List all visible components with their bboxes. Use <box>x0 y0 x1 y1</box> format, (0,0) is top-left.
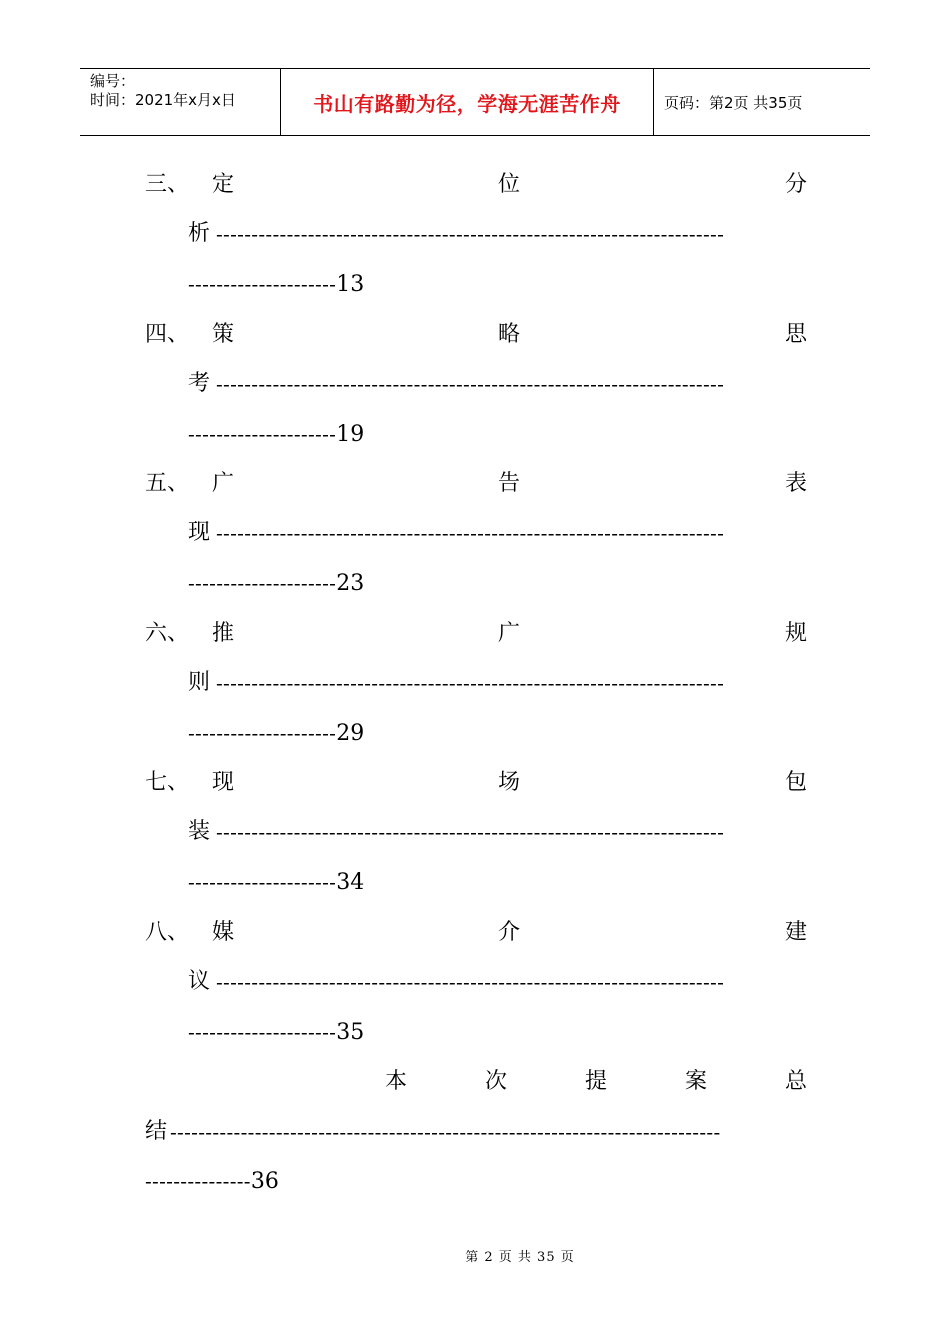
toc-summary-line2 <box>145 1117 167 1147</box>
toc-char: 媒 <box>212 920 235 945</box>
toc-char: 表 <box>784 471 807 496</box>
toc-char: 位 <box>498 172 521 197</box>
toc-page-number: 35 <box>336 1020 365 1045</box>
toc-entry-heading <box>145 768 807 798</box>
toc-dash-tail: --------------------- <box>188 1020 337 1044</box>
toc-dash-tail: --------------------- <box>188 721 337 745</box>
toc-char: 略 <box>498 322 521 347</box>
summary-dash-leader: ------------------------------------------------------------------------------ <box>170 1120 721 1144</box>
serial-label: 编号： <box>90 72 136 90</box>
toc-dash-leader: ------------------------------------------------------------------------ <box>216 222 725 246</box>
toc-number: 八、 <box>145 920 190 945</box>
toc-number: 七、 <box>145 770 190 795</box>
toc-entry-line2 <box>188 369 210 399</box>
toc-number: 六、 <box>145 621 190 646</box>
toc-entry-line2 <box>188 518 210 548</box>
toc-entry-line2 <box>188 219 210 249</box>
summary-dash-tail: --------------- <box>145 1169 251 1193</box>
toc-char: 场 <box>498 770 521 795</box>
header-page-cell <box>654 69 870 135</box>
toc-entry-heading <box>145 320 807 350</box>
toc-dash-tail: --------------------- <box>188 571 337 595</box>
toc-entry-heading <box>145 918 807 948</box>
toc-dash-leader: ------------------------------------------------------------------------ <box>216 970 725 994</box>
toc-last-char: 装 <box>188 819 211 844</box>
toc-entry-line3 <box>188 1017 364 1047</box>
toc-entry-line3 <box>188 419 364 449</box>
toc-entry-line2 <box>188 817 210 847</box>
toc-summary-row <box>145 1067 807 1097</box>
toc-dash-tail: --------------------- <box>188 422 337 446</box>
toc-entry-line2 <box>188 967 210 997</box>
toc-page-number: 23 <box>336 571 365 596</box>
toc-char: 思 <box>784 322 807 347</box>
toc-char: 分 <box>784 172 807 197</box>
toc-entry-line3 <box>188 867 364 897</box>
header-meta-cell <box>80 69 281 135</box>
toc-entry-line2 <box>188 668 210 698</box>
toc-number: 三、 <box>145 172 190 197</box>
toc-page-number: 34 <box>336 870 365 895</box>
toc-entry-heading <box>145 469 807 499</box>
toc-dash-tail: --------------------- <box>188 272 337 296</box>
page-info: 页码：第2页 共35页 <box>664 93 803 112</box>
toc-char: 建 <box>784 920 807 945</box>
toc-dash-leader: ------------------------------------------------------------------------ <box>216 521 725 545</box>
toc-last-char: 则 <box>188 670 211 695</box>
document-header <box>80 68 870 136</box>
toc-page-number: 19 <box>336 422 365 447</box>
summary-char: 提 <box>585 1069 608 1094</box>
toc-char: 广 <box>498 621 521 646</box>
header-motto-cell <box>281 69 654 135</box>
toc-entry-heading <box>145 619 807 649</box>
toc-number: 四、 <box>145 322 190 347</box>
toc-last-char: 析 <box>188 221 211 246</box>
summary-last-char: 结 <box>145 1119 168 1144</box>
toc-last-char: 考 <box>188 371 211 396</box>
toc-char: 广 <box>212 471 235 496</box>
toc-last-char: 议 <box>188 969 211 994</box>
toc-dash-tail: --------------------- <box>188 870 337 894</box>
motto-text: 书山有路勤为径，学海无涯苦作舟 <box>313 91 621 116</box>
toc-page-number: 13 <box>336 272 365 297</box>
summary-char: 总 <box>784 1069 807 1094</box>
toc-dash-leader: ------------------------------------------------------------------------ <box>216 372 725 396</box>
summary-page-number: 36 <box>250 1169 279 1194</box>
toc-char: 推 <box>212 621 235 646</box>
toc-char: 定 <box>212 172 235 197</box>
toc-entry-line3 <box>188 269 364 299</box>
toc-char: 策 <box>212 322 235 347</box>
toc-char: 现 <box>212 770 235 795</box>
toc-char: 介 <box>498 920 521 945</box>
toc-char: 包 <box>784 770 807 795</box>
toc-summary-line3 <box>145 1166 279 1196</box>
toc-entry-line3 <box>188 568 364 598</box>
summary-char: 次 <box>485 1069 508 1094</box>
summary-char: 案 <box>685 1069 708 1094</box>
toc-number: 五、 <box>145 471 190 496</box>
toc-dash-leader: ------------------------------------------------------------------------ <box>216 671 725 695</box>
summary-char: 本 <box>385 1069 408 1094</box>
toc-dash-leader: ------------------------------------------------------------------------ <box>216 820 725 844</box>
toc-char: 告 <box>498 471 521 496</box>
toc-entry-heading <box>145 170 807 200</box>
toc-page-number: 29 <box>336 721 365 746</box>
toc-last-char: 现 <box>188 520 211 545</box>
time-label: 时间：2021年x月x日 <box>90 91 236 109</box>
toc-entry-line3 <box>188 718 364 748</box>
page-footer: 第 2 页 共 35 页 <box>465 1250 575 1265</box>
toc-char: 规 <box>784 621 807 646</box>
